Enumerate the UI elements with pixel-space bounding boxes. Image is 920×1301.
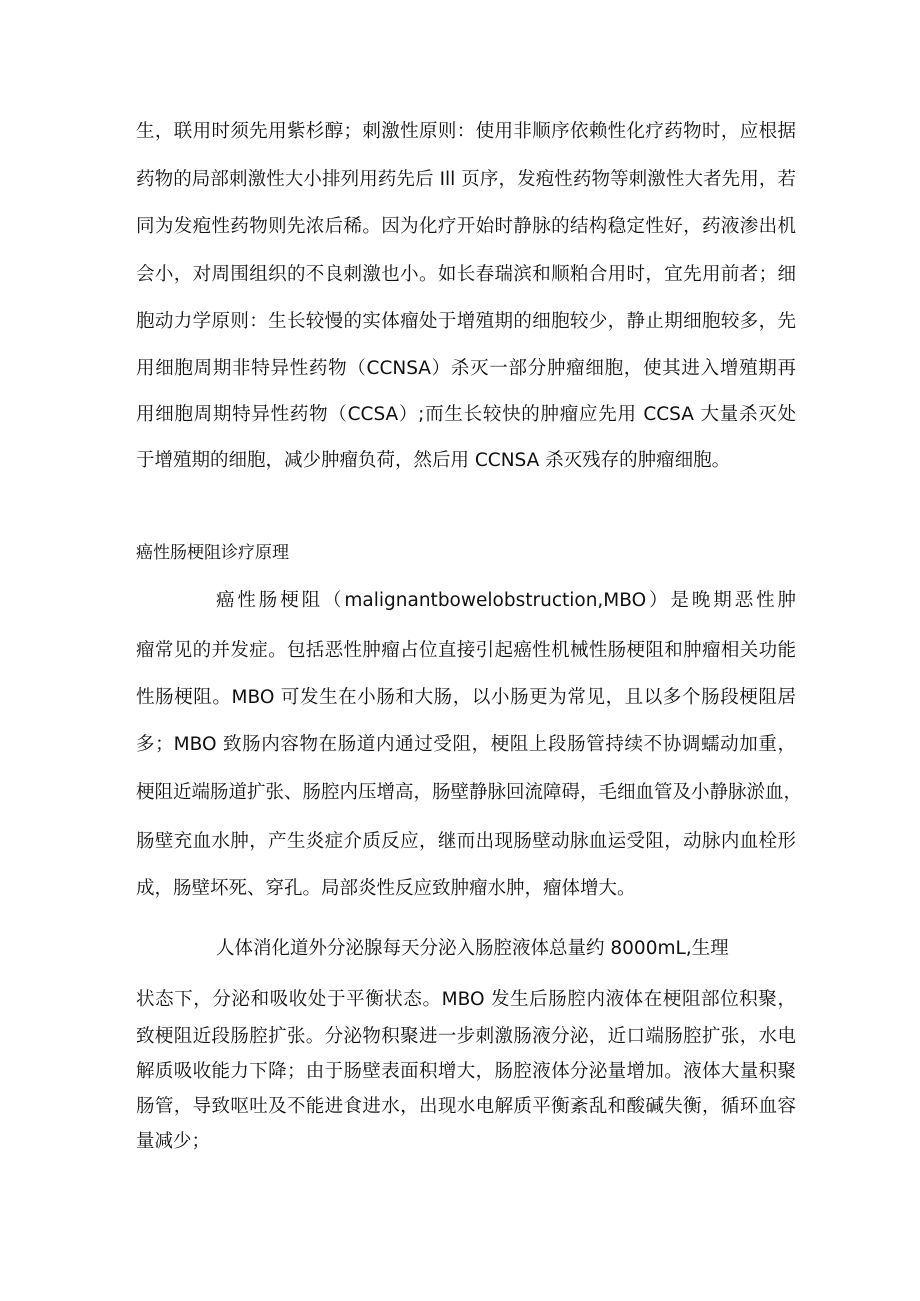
paragraph-3-line-5: 肠管，导致呕吐及不能进食进水，出现水电解质平衡紊乱和酸碱失衡，循环血容	[136, 1096, 796, 1117]
paragraph-2-line-5: 梗阻近端肠道扩张、肠腔内压增高，肠壁静脉回流障碍，毛细血管及小静脉淤血，	[136, 782, 803, 803]
paragraph-1-line-3: 同为发疱性药物则先浓后稀。因为化疗开始时静脉的结构稳定性好，药液渗出机	[136, 216, 796, 237]
paragraph-2-line-7: 成，肠壁坏死、穿孔。局部炎性反应致肿瘤水肿，瘤体增大。	[136, 878, 636, 899]
paragraph-1-line-5: 胞动力学原则：生长较慢的实体瘤处于增殖期的细胞较少，静止期细胞较多，先	[136, 311, 796, 332]
paragraph-2-line-1: 癌性肠梗阻（malignantbowelobstruction,MBO）是晚期恶性肿	[216, 590, 796, 611]
section-heading: 癌性肠梗阻诊疗原理	[136, 543, 289, 563]
paragraph-1-line-6: 用细胞周期非特异性药物（CCNSA）杀灭一部分肿瘤细胞，使其进入增殖期再	[136, 358, 796, 379]
paragraph-1-line-2: 药物的局部刺激性大小排列用药先后 Ill 页序，发疱性药物等刺激性大者先用，若	[136, 169, 796, 190]
paragraph-3-line-4: 解质吸收能力下降；由于肠壁表面积增大，肠腔液体分泌量增加。液体大量积聚	[136, 1061, 796, 1082]
paragraph-3-line-6: 量减少；	[136, 1131, 211, 1152]
paragraph-1-line-4: 会小，对周围组织的不良刺激也小。如长春瑞滨和顺粕合用时，宜先用前者；细	[136, 264, 796, 285]
paragraph-2-line-2: 瘤常见的并发症。包括恶性肿瘤占位直接引起癌性机械性肠梗阻和肿瘤相关功能	[136, 640, 796, 661]
paragraph-1-line-8: 于增殖期的细胞，减少肿瘤负荷，然后用 CCNSA 杀灭残存的肿瘤细胞。	[136, 450, 731, 471]
paragraph-3-line-1: 人体消化道外分泌腺每天分泌入肠腔液体总量约 8000mL,生理	[216, 938, 729, 959]
paragraph-2-line-6: 肠壁充血水肿，产生炎症介质反应，继而出现肠壁动脉血运受阻，动脉内血栓形	[136, 831, 796, 852]
paragraph-3-line-2: 状态下，分泌和吸收处于平衡状态。MBO 发生后肠腔内液体在梗阻部位积聚，	[136, 989, 796, 1010]
paragraph-3-line-3: 致梗阻近段肠腔扩张。分泌物积聚进一步刺激肠液分泌，近口端肠腔扩张，水电	[136, 1026, 796, 1047]
paragraph-1-line-7: 用细胞周期特异性药物（CCSA）;而生长较快的肿瘤应先用 CCSA 大量杀灭处	[136, 404, 796, 425]
paragraph-2-line-3: 性肠梗阻。MBO 可发生在小肠和大肠，以小肠更为常见，且以多个肠段梗阻居	[136, 687, 796, 708]
paragraph-1-line-1: 生，联用时须先用紫杉醇；刺激性原则：使用非顺序依赖性化疗药物时，应根据	[136, 121, 796, 142]
paragraph-2-line-4: 多；MBO 致肠内容物在肠道内通过受阻，梗阻上段肠管持续不协调蠕动加重，	[136, 734, 796, 755]
